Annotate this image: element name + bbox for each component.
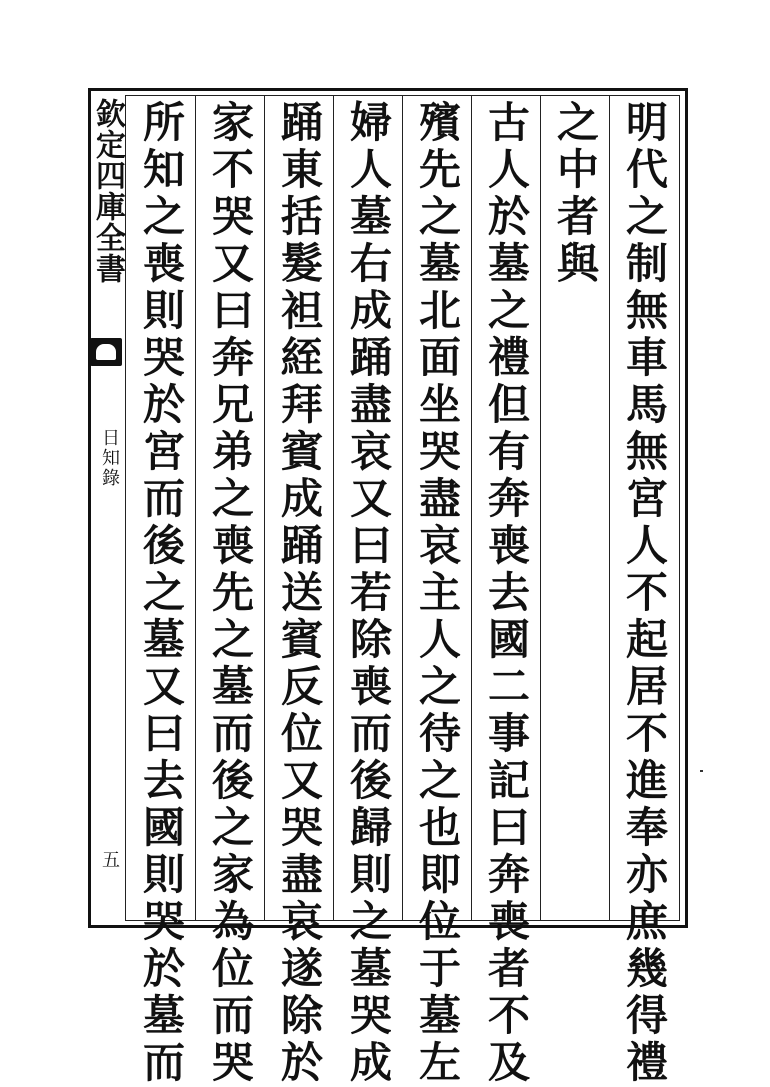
book-title: 日知錄: [99, 428, 120, 488]
column-divider: [471, 95, 472, 921]
text-column-7: 家不哭又曰奔兄弟之喪先之墓而後之家為位而哭: [206, 100, 255, 1087]
scan-speck: [700, 770, 703, 772]
collection-title: 欽定四庫全書: [90, 98, 125, 284]
column-divider: [540, 95, 541, 921]
text-column-8: 所知之喪則哭於宮而後之墓又曰去國則哭於墓而: [137, 100, 186, 1087]
text-column-4: 殯先之墓北面坐哭盡哀主人之待之也即位于墓左: [413, 100, 462, 1087]
fish-tail-mark: [90, 338, 122, 366]
column-divider: [402, 95, 403, 921]
column-divider: [264, 95, 265, 921]
column-divider: [333, 95, 334, 921]
text-column-5: 婦人墓右成踊盡哀又曰若除喪而後歸則之墓哭成: [344, 100, 393, 1087]
text-column-3: 古人於墓之禮但有奔喪去國二事記曰奔喪者不及: [482, 100, 531, 1087]
page-number: 五: [99, 850, 120, 868]
column-divider: [609, 95, 610, 921]
text-column-1: 明代之制無車馬無宮人不起居不進奉亦庶幾得禮: [620, 100, 669, 1087]
margin-column: [90, 98, 124, 918]
text-column-2: 之中者與: [551, 100, 600, 288]
column-divider: [195, 95, 196, 921]
text-column-6: 踊東括髮袒絰拜賓成踊送賓反位又哭盡哀遂除於: [275, 100, 324, 1087]
